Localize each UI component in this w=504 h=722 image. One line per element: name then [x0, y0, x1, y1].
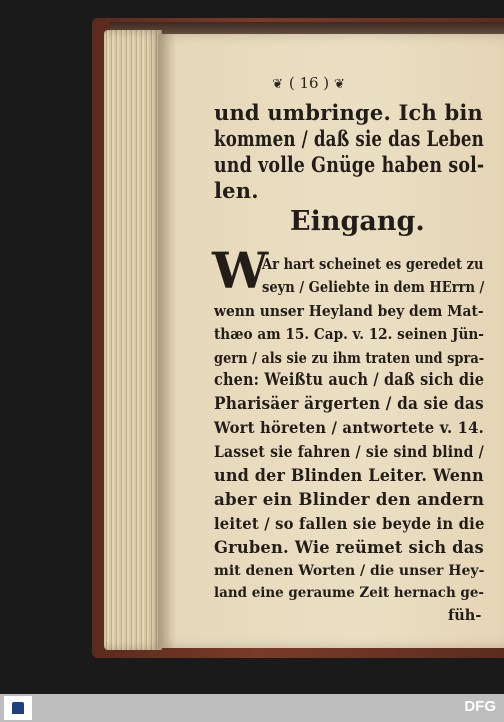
text-line: und umbringe. Ich bin [214, 100, 483, 125]
text-line: Lasset sie fahren / sie sind blind / [214, 442, 484, 461]
text-line: Pharisäer ärgerten / da sie das [214, 394, 484, 414]
text-line: füh- [448, 607, 482, 624]
footer-bar [0, 694, 504, 722]
text-line: len. [214, 178, 259, 203]
page-number [214, 74, 404, 92]
text-line: aber ein Blinder den andern [214, 490, 485, 510]
library-logo-icon [4, 696, 32, 720]
text-line: kommen / daß sie das Leben [214, 126, 484, 151]
page-edges [104, 30, 162, 650]
text-line: land eine geraume Zeit hernach ge- [214, 585, 484, 601]
ornament-left-icon: ❦ [272, 77, 285, 92]
text-line: und der Blinden Leiter. Wenn [214, 466, 484, 486]
text-line: gern / als sie zu ihm traten und spra- [214, 350, 485, 367]
dfg-logo: DFG [464, 698, 496, 715]
ornament-right-icon: ❦ [333, 77, 346, 92]
text-line: und volle Gnüge haben sol- [214, 152, 485, 177]
text-line: Ar hart scheinet es geredet zu [262, 256, 484, 273]
text-line: chen: Weißtu auch / daß sich die [214, 370, 485, 390]
text-line: thæo am 15. Cap. v. 12. seinen Jün- [214, 326, 484, 343]
page-number-text: ( 16 ) [288, 74, 330, 92]
text-line: wenn unser Heyland bey dem Mat- [214, 303, 484, 320]
text-line: mit denen Worten / die unser Hey- [214, 563, 485, 579]
text-line: Gruben. Wie reümet sich das [214, 538, 484, 558]
text-line: leitet / so fallen sie beyde in die [214, 514, 485, 533]
section-heading: Eingang. [290, 206, 425, 237]
drop-cap-initial: W [212, 241, 269, 300]
text-line: seyn / Geliebte in dem HErrn / [262, 279, 485, 296]
text-line: Wort höreten / antwortete v. 14. [214, 418, 484, 437]
